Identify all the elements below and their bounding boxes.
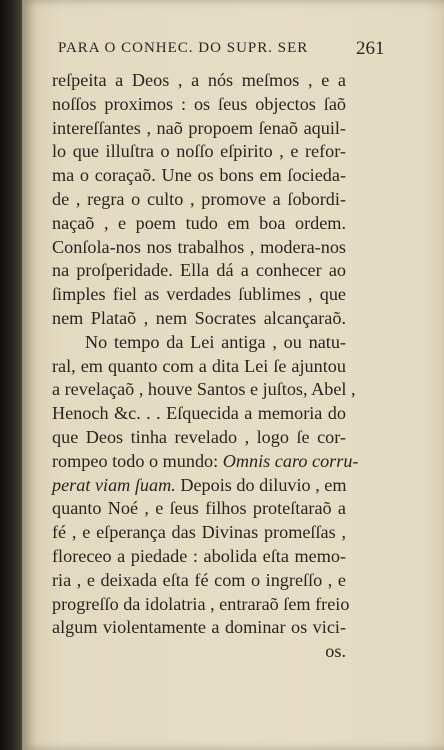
book-gutter (0, 0, 22, 750)
text-line: que Deos tinha revelado , logo ſe cor- (52, 426, 346, 447)
text-line: fé , e eſperança das Divinas promeſſas , (52, 522, 346, 543)
text-line: noſſos proximos : os ſeus objectos ſaõ (52, 93, 346, 114)
text-line: nem Plataõ , nem Socrates alcançaraõ. (52, 307, 346, 328)
text-line: perat viam ſuam. Depois do diluvio , em (52, 474, 347, 495)
body-text (52, 69, 359, 664)
text-line: naçaõ , e poem tudo em boa ordem. (52, 212, 346, 233)
text-line: a revelaçaõ , houve Santos e juſtos, Abel , (52, 379, 356, 400)
text-line: reſpeita a Deos , a nós meſmos , e a (52, 70, 346, 90)
text-line: floreceo a piedade : abolida eſta memo- (52, 545, 346, 566)
page-number: 261 (356, 38, 385, 59)
running-head: PARA O CONHEC. DO SUPR. SER (58, 40, 309, 56)
text-line: quanto Noé , e ſeus filhos proteſtaraõ a (52, 498, 346, 519)
text-line: ral, em quanto com a dita Lei ſe ajuntou (52, 355, 346, 376)
text-line: Henoch &c. . . Eſquecida a memoria do (52, 403, 346, 424)
text-line: ſimples fiel as verdades ſublimes , que (52, 284, 346, 305)
text-line: na proſperidade. Ella dá a conhecer ao (52, 260, 346, 281)
text-line: rompeo todo o mundo: Omnis caro corru- (52, 450, 359, 471)
paragraph-first-line: No tempo da Lei antiga , ou natu- (85, 331, 346, 352)
text-line: de , regra o culto , promove a ſobordi- (52, 188, 346, 209)
text-line: Conſola-nos nos trabalhos , modera-nos (52, 236, 346, 257)
text-line-last: os. (325, 641, 346, 662)
text-line: ria , e deixada eſta fé com o ingreſſo , e (52, 569, 346, 590)
text-line: lo que illuſtra o noſſo eſpirito , e refor- (52, 141, 346, 162)
text-line: ma o coraçaõ. Une os bons em ſocieda- (52, 165, 346, 186)
text-line: intereſſantes , naõ propoem ſenaõ aquil- (52, 117, 346, 138)
text-line: algum violentamente a dominar os vici- (52, 617, 346, 638)
text-line: progreſſo da idolatria , entraraõ ſem freio (52, 593, 350, 614)
